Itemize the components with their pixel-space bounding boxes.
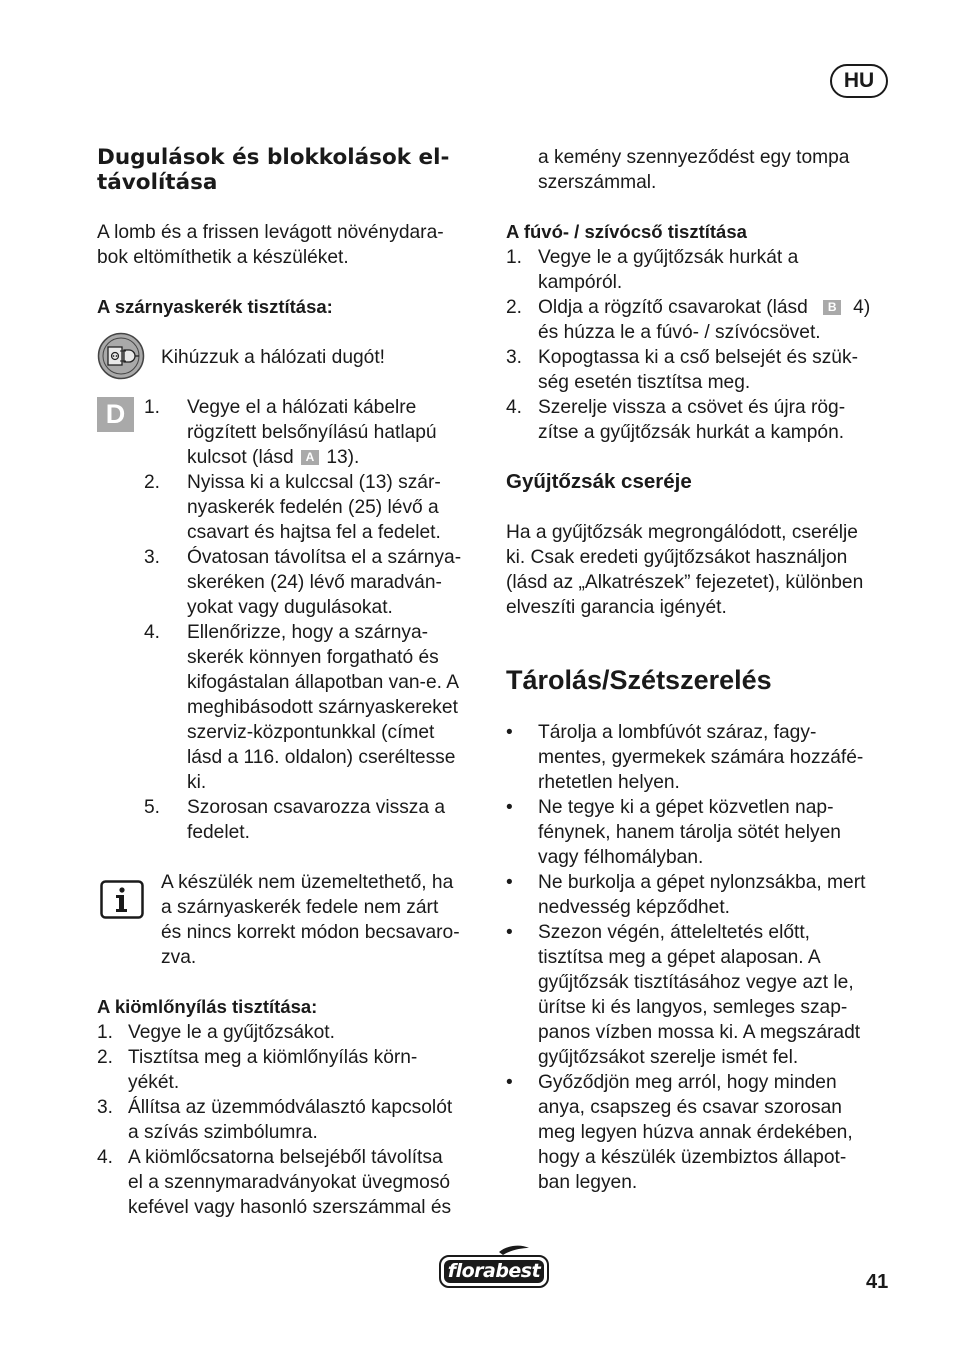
intro-paragraph: A lomb és a frissen levágott növénydara- bok eltömíthetik a készüléket. [97, 222, 444, 268]
tube-steps [506, 245, 896, 445]
list-item: 2. Oldja a rögzítő csavarokat (lásd B 4) és húzza le a fúvó- / szívócsövet. [506, 297, 871, 343]
list-item: 1. Vegye el a hálózati kábelre rögzített belsőnyílású hatlapú kulcsot (lásd A 13). [144, 397, 437, 468]
list-item: 5. Szorosan csavarozza vissza a fedelet. [144, 797, 446, 843]
list-item: 4. Ellenőrizze, hogy a szárnya- skerék könnyen forgatható és kifogástalan állapotban van-e. A meghibásodott szárnyaskereket szerviz-központunkkal (címet lásd a 116. oldalon) cseréltesse ki. [144, 622, 460, 793]
section-heading-clogs: Dugulások és blokkolások el- távolítása [97, 145, 450, 195]
unplug-note: Kihúzzuk a hálózati dugót! [161, 347, 386, 368]
page-number: 41 [866, 1271, 889, 1293]
impeller-steps [144, 395, 484, 845]
brand-name: florabest [447, 1260, 541, 1282]
list-item: • Tárolja a lombfúvót száraz, fagy- mentes, gyermekek számára hozzáfé- rhetetlen helyen. [506, 722, 864, 793]
unplug-icon [97, 332, 145, 380]
outlet-steps [97, 1020, 487, 1220]
list-item: 3. Kopogtassa ki a cső belsejét és szük- ség esetén tisztítsa meg. [506, 347, 858, 393]
figure-label-d: D [97, 397, 134, 432]
list-item: 1. Vegye le a gyűjtőzsák hurkát a kampóról. [506, 247, 799, 293]
continuation-text: a kemény szennyeződést egy tompa szerszámmal. [538, 147, 850, 193]
info-note: A készülék nem üzemeltethető, ha a szárnyaskerék fedele nem zárt és nincs korrekt módon becsavaro- zva. [161, 872, 460, 968]
florabest-logo [437, 1244, 551, 1290]
list-item: 4. Szerelje vissza a csövet és újra rög- zítse a gyűjtőzsák hurkát a kampón. [506, 397, 846, 443]
info-icon [100, 880, 144, 919]
list-item: 2. Nyissa ki a kulccsal (13) szár- nyaskerék fedelén (25) lévő a csavart és hajtsa fel a fedelet. [144, 472, 441, 543]
bag-heading: Gyűjtőzsák cseréje [506, 470, 692, 493]
language-badge: HU [830, 64, 888, 98]
list-item: 4. A kiömlőcsatorna belsejéből távolítsa el a szennymaradványokat üvegmosó kefével vagy hasonló szerszámmal és [97, 1147, 452, 1218]
storage-bullets [506, 720, 896, 1195]
figure-ref-b: B [823, 300, 841, 315]
figure-ref-a: A [301, 450, 319, 465]
storage-heading: Tárolás/Szétszerelés [506, 665, 772, 695]
list-item: • Ne burkolja a gépet nylonzsákba, mert nedvesség képződhet. [506, 872, 866, 918]
outlet-heading: A kiömlőnyílás tisztítása: [97, 996, 318, 1017]
bag-paragraph: Ha a gyűjtőzsák megrongálódott, cserélje ki. Csak eredeti gyűjtőzsákot használjon (lásd az „Alkatrészek” fejezetet), különben elveszíti garancia igényét. [506, 522, 864, 618]
tube-heading: A fúvó- / szívócső tisztítása [506, 221, 747, 242]
list-item: • Szezon végén, átteleltetés előtt, tisztítsa meg a gépet alaposan. A gyűjtőzsák tisztításához vegye azt le, ürítse ki és langyos, semleges szap- panos vízben mossa ki. A megszáradt gyűjtőzsákot szerelje ismét fel. [506, 922, 861, 1068]
list-item: 3. Állítsa az üzemmódválasztó kapcsolót a szívás szimbólumra. [97, 1097, 453, 1143]
impeller-heading: A szárnyaskerék tisztítása: [97, 296, 333, 317]
list-item: • Győződjön meg arról, hogy minden anya, csapszeg és csavar szorosan meg legyen húzva annak érdekében, hogy a készülék üzembiztos állapot- ban legyen. [506, 1072, 853, 1193]
list-item: 1. Vegye le a gyűjtőzsákot. [97, 1022, 335, 1043]
list-item: 2. Tisztítsa meg a kiömlőnyílás körn- yékét. [97, 1047, 418, 1093]
list-item: • Ne tegye ki a gépet közvetlen nap- fénynek, hanem tárolja sötét helyen vagy félhomályban. [506, 797, 841, 868]
list-item: 3. Óvatosan távolítsa el a szárnya- skeréken (24) lévő maradván- yokat vagy dugulásokat. [144, 547, 462, 618]
